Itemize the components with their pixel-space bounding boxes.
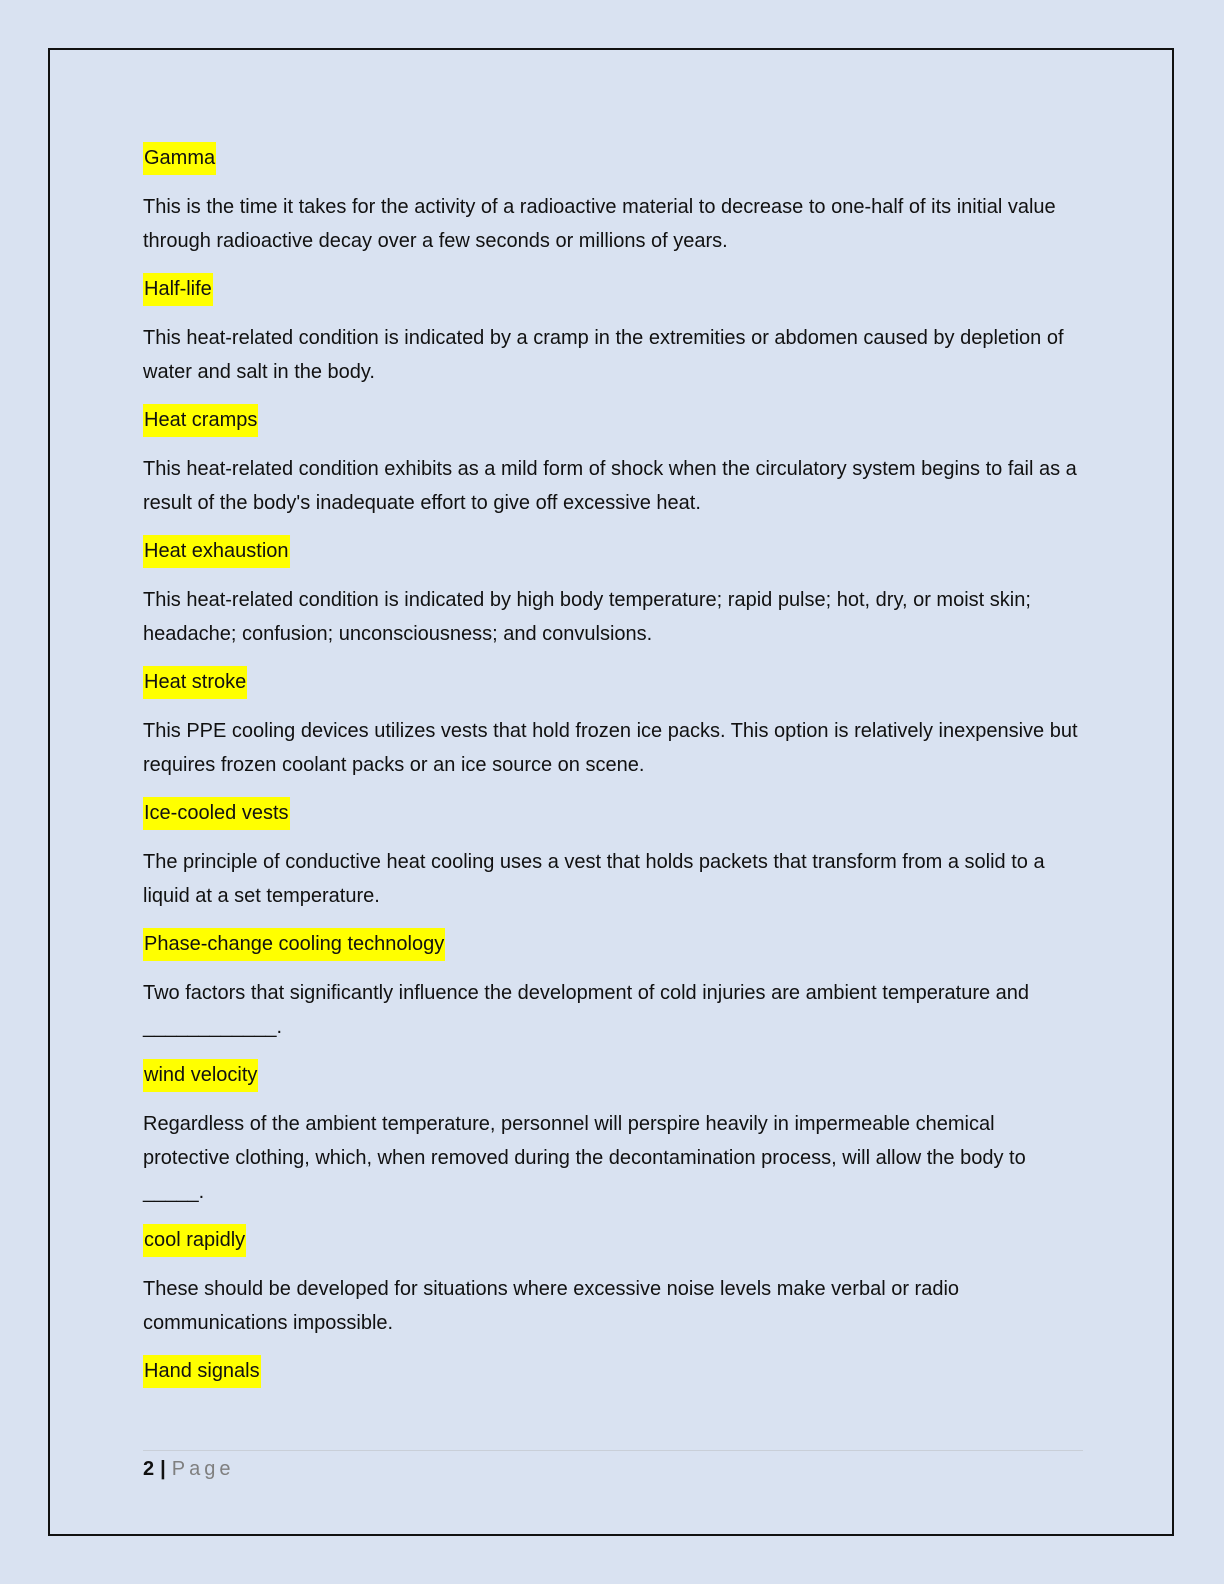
- page-number: 2: [143, 1458, 155, 1480]
- answer-block: [143, 797, 1083, 830]
- answer-block: [143, 404, 1083, 437]
- answer-block: [143, 1355, 1083, 1388]
- question-text: This is the time it takes for the activity of a radioactive material to decrease to one-half of its initial value through radioactive decay over a few seconds or millions of years.: [143, 196, 1056, 252]
- question-text: This heat-related condition is indicated by a cramp in the extremities or abdomen caused by depletion of water and salt in the body.: [143, 327, 1064, 383]
- highlighted-answer: Half-life: [143, 273, 213, 306]
- question-block: [143, 583, 1083, 651]
- document-body: [143, 142, 1083, 1403]
- question-text: Two factors that significantly influence the development of cold injuries are ambient temperature and ____________.: [143, 982, 1030, 1038]
- question-text: This heat-related condition is indicated by high body temperature; rapid pulse; hot, dry, or moist skin; headache; confusion; unconsciousness; and convulsions.: [143, 589, 1031, 645]
- question-text: These should be developed for situations where excessive noise levels make verbal or radio communications impossible.: [143, 1278, 960, 1334]
- question-block: [143, 976, 1083, 1044]
- highlighted-answer: Heat exhaustion: [143, 535, 290, 568]
- question-text: This heat-related condition exhibits as a mild form of shock when the circulatory system begins to fail as a result of the body's inadequate effort to give off excessive heat.: [143, 458, 1077, 514]
- highlighted-answer: Ice-cooled vests: [143, 797, 290, 830]
- question-text: This PPE cooling devices utilizes vests that hold frozen ice packs. This option is relatively inexpensive but requires frozen coolant packs or an ice source on scene.: [143, 720, 1078, 776]
- answer-block: [143, 928, 1083, 961]
- answer-block: [143, 142, 1083, 175]
- answer-block: [143, 666, 1083, 699]
- question-block: [143, 1272, 1083, 1340]
- highlighted-answer: Heat stroke: [143, 666, 247, 699]
- answer-block: [143, 273, 1083, 306]
- highlighted-answer: wind velocity: [143, 1059, 258, 1092]
- answer-block: [143, 1059, 1083, 1092]
- highlighted-answer: Hand signals: [143, 1355, 261, 1388]
- answer-block: [143, 1224, 1083, 1257]
- answer-block: [143, 535, 1083, 568]
- question-block: [143, 321, 1083, 389]
- question-block: [143, 714, 1083, 782]
- question-block: [143, 452, 1083, 520]
- question-block: [143, 845, 1083, 913]
- highlighted-answer: Heat cramps: [143, 404, 258, 437]
- question-block: [143, 1107, 1083, 1209]
- question-text: Regardless of the ambient temperature, personnel will perspire heavily in impermeable chemical protective clothing, which, when removed during the decontamination process, will allow the body to _____.: [143, 1113, 1026, 1203]
- highlighted-answer: cool rapidly: [143, 1224, 246, 1257]
- page-footer: [143, 1450, 1083, 1481]
- page-label: Page: [171, 1458, 235, 1480]
- highlighted-answer: Gamma: [143, 142, 216, 175]
- highlighted-answer: Phase-change cooling technology: [143, 928, 445, 961]
- footer-separator: |: [160, 1458, 166, 1480]
- question-text: The principle of conductive heat cooling uses a vest that holds packets that transform from a solid to a liquid at a set temperature.: [143, 851, 1045, 907]
- question-block: [143, 190, 1083, 258]
